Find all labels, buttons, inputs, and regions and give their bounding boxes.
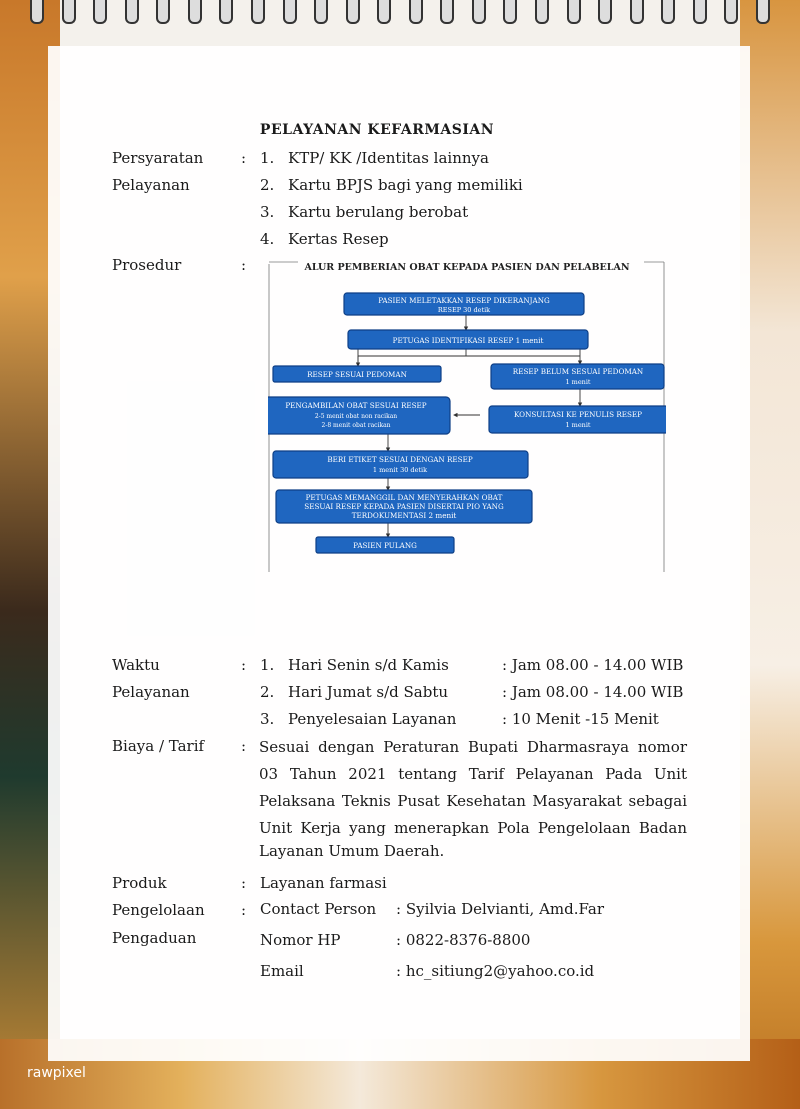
- biaya-paragraph: [259, 734, 687, 842]
- flow-box-text: PENGAMBILAN OBAT SESUAI RESEP: [285, 401, 427, 410]
- page-title: PELAYANAN KEFARMASIAN: [259, 122, 495, 138]
- email-value: : hc_sitiung2@yahoo.co.id: [396, 962, 595, 980]
- paragraph-line: Layanan Umum Daerah.: [259, 842, 445, 860]
- flow-box-text: RESEP SESUAI PEDOMAN: [307, 370, 407, 379]
- biaya-label: Biaya / Tarif: [112, 737, 205, 755]
- list-item: KTP/ KK /Identitas lainnya: [288, 149, 489, 167]
- flow-box-text: 1 menit 30 detik: [372, 466, 428, 474]
- paragraph-line: Sesuai dengan Peraturan Bupati Dharmasraya nomor: [259, 738, 687, 756]
- list-number: 2.: [260, 683, 275, 701]
- produk-value: Layanan farmasi: [260, 874, 387, 892]
- persyaratan-label-2: Pelayanan: [112, 176, 190, 194]
- colon: :: [241, 149, 247, 167]
- pengaduan-label: Pengelolaan: [112, 901, 205, 919]
- list-number: 2.: [260, 176, 275, 194]
- contact-value: : Syilvia Delvianti, Amd.Far: [396, 900, 605, 918]
- list-item: Kartu BPJS bagi yang memiliki: [288, 176, 523, 194]
- colon: :: [241, 256, 247, 274]
- list-item: Hari Jumat s/d Sabtu: [288, 683, 449, 701]
- list-value: : 10 Menit -15 Menit: [502, 710, 659, 728]
- email-label: Email: [260, 962, 304, 980]
- flow-box-text: PASIEN PULANG: [353, 541, 417, 550]
- list-item: Kertas Resep: [288, 230, 389, 248]
- paragraph-line: Unit Kerja yang menerapkan Pola Pengelolaan Badan: [259, 819, 687, 837]
- contact-label: Contact Person: [260, 900, 377, 918]
- flow-box-text: PASIEN MELETAKKAN RESEP DIKERANJANG: [378, 296, 550, 305]
- waktu-label: Waktu: [112, 656, 160, 674]
- flow-box-text: PETUGAS MEMANGGIL DAN MENYERAHKAN OBAT: [305, 493, 503, 502]
- colon: :: [241, 874, 247, 892]
- flow-box-text: 1 menit: [565, 378, 591, 386]
- list-number: 3.: [260, 203, 275, 221]
- list-item: Hari Senin s/d Kamis: [288, 656, 449, 674]
- colon: :: [241, 656, 247, 674]
- list-number: 4.: [260, 230, 275, 248]
- flowchart: [268, 258, 666, 572]
- flow-box-text: PETUGAS IDENTIFIKASI RESEP 1 menit: [392, 336, 544, 345]
- list-number: 1.: [260, 656, 275, 674]
- waktu-label-2: Pelayanan: [112, 683, 190, 701]
- flow-box-text: 2-5 menit obat non racikan: [314, 413, 398, 420]
- flow-box-text: KONSULTASI KE PENULIS RESEP: [514, 410, 642, 419]
- list-item: Kartu berulang berobat: [288, 203, 469, 221]
- phone-value: : 0822-8376-8800: [396, 931, 531, 949]
- paragraph-line: Pelaksana Teknis Pusat Kesehatan Masyarakat sebagai: [259, 792, 687, 810]
- watermark: rawpixel: [27, 1065, 86, 1081]
- prosedur-label: Prosedur: [112, 256, 182, 274]
- list-number: 3.: [260, 710, 275, 728]
- list-item: Penyelesaian Layanan: [288, 710, 457, 728]
- paragraph-line: 03 Tahun 2021 tentang Tarif Pelayanan Pada Unit: [259, 765, 687, 783]
- list-number: 1.: [260, 149, 275, 167]
- colon: :: [241, 737, 247, 755]
- flow-box-text: SESUAI RESEP KEPADA PASIEN DISERTAI PIO YANG: [304, 502, 504, 511]
- pengaduan-label-2: Pengaduan: [112, 929, 197, 947]
- produk-label: Produk: [112, 874, 167, 892]
- phone-label: Nomor HP: [260, 931, 341, 949]
- colon: :: [241, 901, 247, 919]
- flow-box-text: TERDOKUMENTASI 2 menit: [351, 511, 457, 520]
- flow-box-text: 2-8 menit obat racikan: [321, 422, 391, 429]
- spiral-binding: [30, 0, 770, 26]
- list-value: : Jam 08.00 - 14.00 WIB: [502, 683, 684, 701]
- flow-box-text: RESEP 30 detik: [437, 306, 491, 314]
- flow-box-text: BERI ETIKET SESUAI DENGAN RESEP: [327, 455, 473, 464]
- flow-box-text: 1 menit: [565, 421, 591, 429]
- list-value: : Jam 08.00 - 14.00 WIB: [502, 656, 684, 674]
- persyaratan-label: Persyaratan: [112, 149, 204, 167]
- flowchart-title: ALUR PEMBERIAN OBAT KEPADA PASIEN DAN PELABELAN: [304, 262, 630, 273]
- flow-box-text: RESEP BELUM SESUAI PEDOMAN: [512, 367, 644, 376]
